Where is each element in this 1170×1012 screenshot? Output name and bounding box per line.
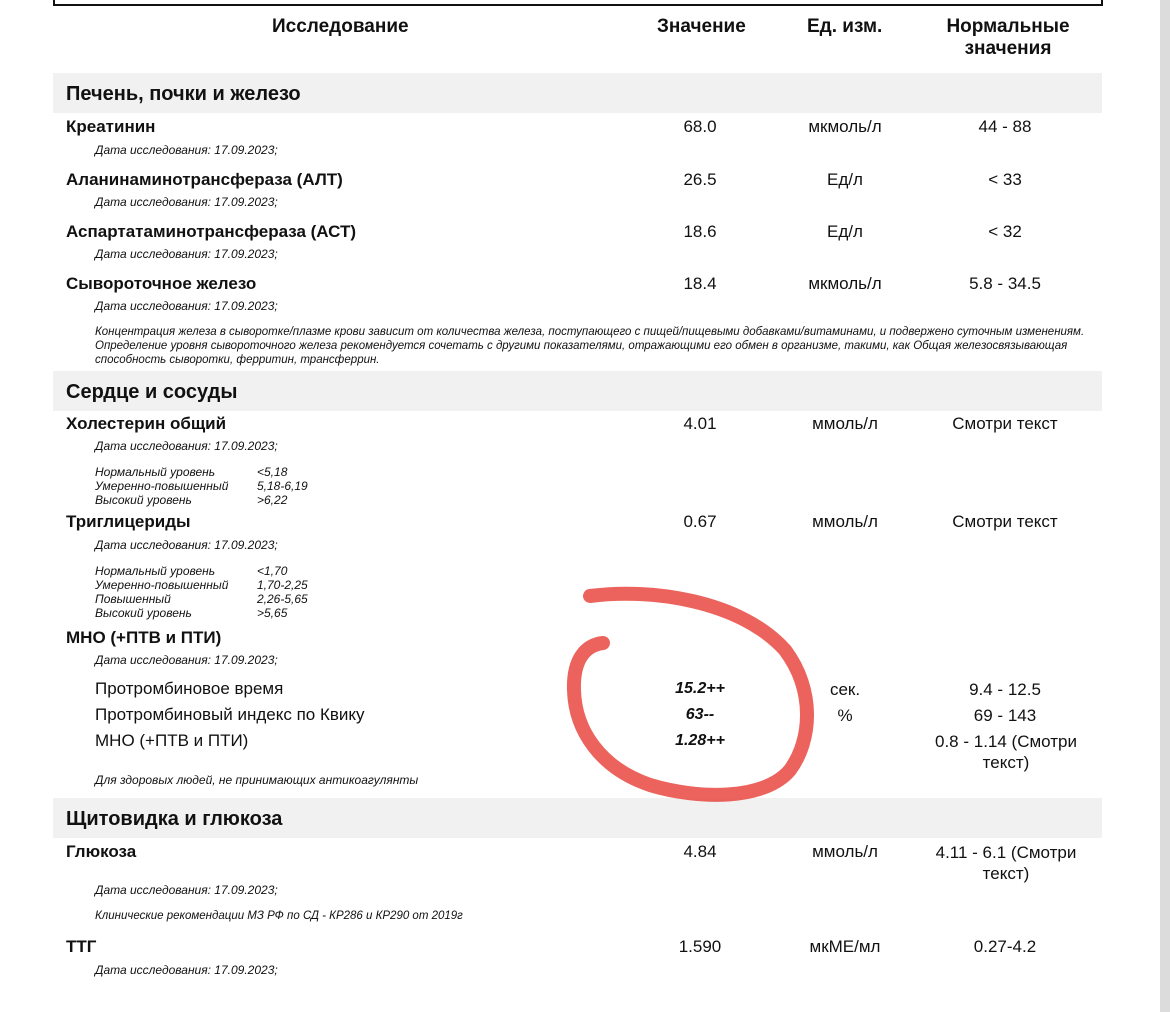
level-label: Высокий уровень — [95, 606, 192, 620]
subtest-name: МНО (+ПТВ и ПТИ) — [95, 731, 249, 750]
test-unit: мкМЕ/мл — [809, 937, 881, 956]
triglycerides-levels — [95, 564, 308, 620]
level-row — [95, 465, 308, 479]
test-unit: Ед/л — [827, 170, 863, 189]
cholesterol-levels — [95, 465, 308, 507]
level-label: Умеренно-повышенный — [95, 578, 229, 592]
level-label: Высокий уровень — [95, 493, 192, 507]
subtest-value: 63-- — [685, 706, 715, 723]
test-date: Дата исследования: 17.09.2023; — [95, 195, 278, 209]
test-name: Сывороточное железо — [66, 274, 257, 293]
subtest-norm: 0.8 - 1.14 (Смотри текст) — [935, 732, 1077, 772]
test-norm: 0.27-4.2 — [973, 937, 1037, 956]
level-range: 1,70-2,25 — [257, 578, 308, 592]
test-value: 4.84 — [683, 842, 717, 861]
subtest-name: Протромбиновый индекс по Квику — [95, 705, 365, 724]
level-label: Нормальный уровень — [95, 465, 216, 479]
test-norm: 4.11 - 6.1 (Смотри текст) — [935, 843, 1077, 883]
test-name: МНО (+ПТВ и ПТИ) — [66, 628, 222, 647]
level-range: 5,18-6,19 — [257, 479, 308, 493]
test-name: ТТГ — [66, 937, 97, 956]
test-value: 18.4 — [683, 274, 717, 293]
level-row — [95, 479, 308, 493]
level-row — [95, 592, 308, 606]
level-label: Умеренно-повышенный — [95, 479, 229, 493]
test-date: Дата исследования: 17.09.2023; — [95, 963, 278, 977]
level-range: <1,70 — [257, 564, 288, 578]
test-date: Дата исследования: 17.09.2023; — [95, 299, 278, 313]
test-date: Дата исследования: 17.09.2023; — [95, 653, 278, 667]
section-title: Щитовидка и глюкоза — [66, 808, 283, 830]
test-date: Дата исследования: 17.09.2023; — [95, 247, 278, 261]
header-unit: Ед. изм. — [807, 16, 883, 37]
subtest-unit: % — [837, 706, 853, 725]
section-title: Сердце и сосуды — [66, 381, 238, 403]
test-date: Дата исследования: 17.09.2023; — [95, 439, 278, 453]
level-range: <5,18 — [257, 465, 288, 479]
level-label: Повышенный — [95, 592, 171, 606]
header-value: Значение — [657, 16, 746, 37]
test-name: Триглицериды — [66, 512, 191, 531]
subtest-name: Протромбиновое время — [95, 679, 284, 698]
test-name: Глюкоза — [66, 842, 137, 861]
header-norm: Нормальные значения — [946, 16, 1070, 59]
glucose-note: Клинические рекомендации МЗ РФ по СД - КР286 и КР290 от 2019г — [95, 910, 463, 922]
test-name: Аспартатаминотрансфераза (АСТ) — [66, 222, 357, 241]
test-norm: Смотри текст — [952, 414, 1058, 433]
subtest-value: 15.2++ — [675, 680, 725, 697]
test-unit: мкмоль/л — [808, 274, 882, 293]
test-value: 4.01 — [683, 414, 717, 433]
level-row — [95, 606, 308, 620]
test-value: 0.67 — [683, 512, 717, 531]
test-value: 1.590 — [678, 937, 722, 956]
test-date: Дата исследования: 17.09.2023; — [95, 883, 278, 897]
test-norm: 5.8 - 34.5 — [969, 274, 1041, 293]
level-label: Нормальный уровень — [95, 564, 216, 578]
header-study: Исследование — [272, 16, 409, 37]
section-liver — [53, 73, 1102, 113]
level-range: >6,22 — [257, 493, 288, 507]
test-date: Дата исследования: 17.09.2023; — [95, 538, 278, 552]
test-norm: < 33 — [988, 170, 1022, 189]
page-edge — [1160, 0, 1170, 1012]
test-value: 26.5 — [683, 170, 717, 189]
test-unit: ммоль/л — [812, 842, 878, 861]
subtest-unit: сек. — [829, 680, 861, 699]
test-unit: ммоль/л — [812, 414, 878, 433]
subtest-norm: 69 - 143 — [973, 706, 1037, 725]
test-unit: ммоль/л — [812, 512, 878, 531]
page-border — [53, 0, 1103, 6]
test-name: Креатинин — [66, 117, 156, 136]
test-name: Аланинаминотрансфераза (АЛТ) — [66, 170, 343, 189]
test-value: 68.0 — [683, 117, 717, 136]
level-row — [95, 578, 308, 592]
test-unit: Ед/л — [827, 222, 863, 241]
test-value: 18.6 — [683, 222, 717, 241]
iron-note: Концентрация железа в сыворотке/плазме крови зависит от количества железа, поступающего с пищей/пищевыми добавками/витаминами, и подвержено суточным изменениям. Определение уровня сывороточного железа рекомендуется сочетать с другими показателями, отражающими его обмен в организме, такими, как Общая железосвязывающая способность сыворотки, ферритин, трансферрин. — [95, 326, 1085, 366]
section-title: Печень, почки и железо — [66, 83, 301, 105]
level-row — [95, 564, 308, 578]
subtest-norm: 9.4 - 12.5 — [969, 680, 1041, 699]
test-norm: Смотри текст — [952, 512, 1058, 531]
level-range: >5,65 — [257, 606, 288, 620]
test-norm: 44 - 88 — [978, 117, 1032, 136]
level-row — [95, 493, 308, 507]
inr-note: Для здоровых людей, не принимающих антикоагулянты — [95, 773, 419, 787]
test-name: Холестерин общий — [66, 414, 227, 433]
test-norm: < 32 — [988, 222, 1022, 241]
section-heart — [53, 371, 1102, 411]
subtest-value: 1.28++ — [675, 732, 725, 749]
test-date: Дата исследования: 17.09.2023; — [95, 143, 278, 157]
level-range: 2,26-5,65 — [257, 592, 308, 606]
section-thyroid — [53, 798, 1102, 838]
test-unit: мкмоль/л — [808, 117, 882, 136]
